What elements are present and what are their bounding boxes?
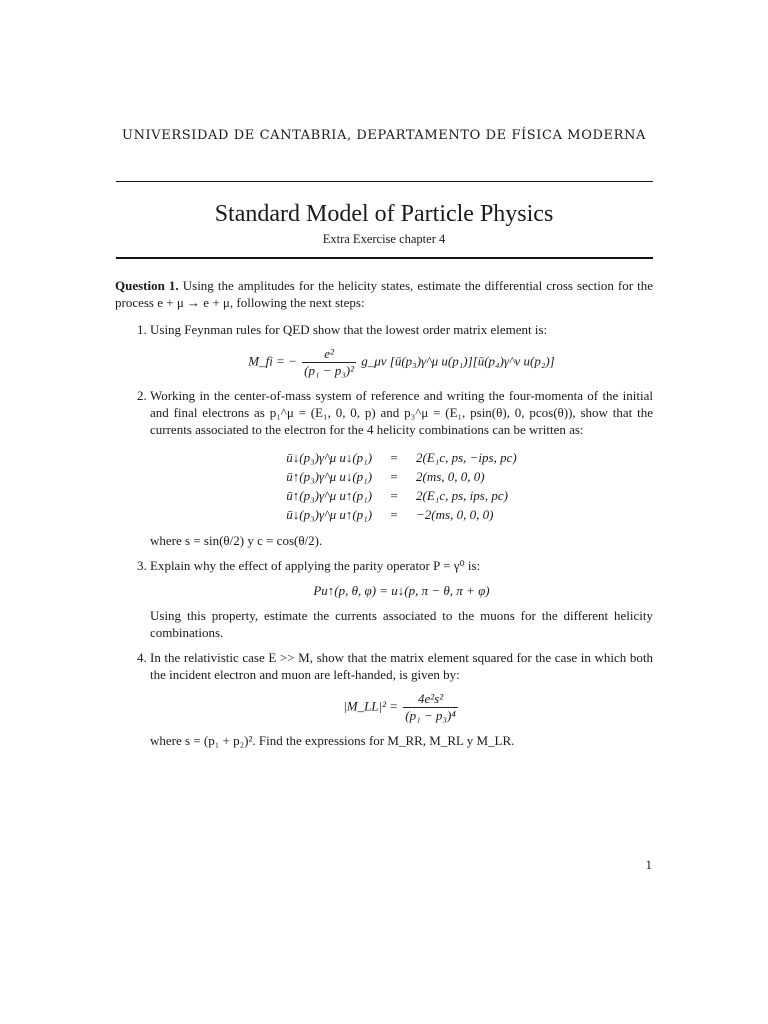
steps-list — [115, 321, 653, 749]
step-1-eq-fraction — [302, 346, 356, 379]
current-lhs: ū↑(p₃)γ^μ u↓(p₁) — [286, 469, 373, 484]
current-row — [280, 448, 522, 467]
current-row — [280, 505, 522, 524]
bottom-rule — [116, 257, 653, 259]
step-1-eq-lhs: M_fi = − — [248, 353, 297, 369]
step-1-equation — [150, 346, 653, 379]
current-rhs: 2(E₁c, ps, ips, pc) — [416, 488, 508, 503]
step-2-after: where s = sin(θ/2) y c = cos(θ/2). — [150, 533, 323, 548]
current-row — [280, 467, 522, 486]
step-4-eq-numerator: 4e²s² — [403, 691, 458, 708]
question-body — [115, 277, 653, 757]
question-intro-paragraph — [115, 277, 653, 311]
current-rhs: 2(E₁c, ps, −ips, pc) — [416, 450, 517, 465]
current-equals: = — [390, 488, 398, 503]
current-equals: = — [390, 507, 398, 522]
step-4-after: where s = (p₁ + p₂)². Find the expressions for M_RR, M_RL y M_LR. — [150, 733, 515, 748]
step-1-eq-rhs: g_μν [ū(p₃)γ^μ u(p₁)][ū(p₄)γ^ν u(p₂)] — [361, 353, 555, 369]
question-label: Question 1. — [115, 278, 179, 293]
step-1-text: Using Feynman rules for QED show that the lowest order matrix element is: — [150, 322, 548, 337]
top-rule — [116, 181, 653, 182]
current-lhs: ū↑(p₃)γ^μ u↑(p₁) — [286, 488, 373, 503]
step-2 — [150, 387, 653, 549]
question-intro: Using the amplitudes for the helicity states, estimate the differential cross section for the process e + μ → e + μ, following the next steps: — [115, 278, 654, 310]
step-3-equation: Pu↑(p, θ, φ) = u↓(p, π − θ, π + φ) — [313, 583, 490, 598]
current-rhs: 2(ms, 0, 0, 0) — [416, 469, 485, 484]
step-4-text: In the relativistic case E >> M, show that the matrix element squared for the case in which both the incident electron and muon are left-handed, is given by: — [150, 650, 653, 682]
step-4 — [150, 649, 653, 749]
current-lhs: ū↓(p₃)γ^μ u↓(p₁) — [286, 450, 373, 465]
page-number: 1 — [645, 857, 652, 872]
step-3-text: Explain why the effect of applying the parity operator P = γ⁰ is: — [150, 558, 481, 573]
page-title: Standard Model of Particle Physics — [214, 201, 554, 227]
step-1-eq-numerator: e² — [302, 346, 356, 363]
step-1 — [150, 321, 653, 379]
step-4-equation — [150, 691, 653, 724]
step-1-eq-denominator: (p₁ − p₃)² — [304, 363, 354, 378]
current-equals: = — [390, 469, 398, 484]
current-lhs: ū↓(p₃)γ^μ u↑(p₁) — [286, 507, 373, 522]
currents-table — [280, 448, 522, 524]
step-3 — [150, 557, 653, 641]
current-rhs: −2(ms, 0, 0, 0) — [416, 507, 494, 522]
step-4-eq-lhs: |M_LL|² = — [343, 698, 399, 714]
step-4-eq-fraction — [403, 691, 458, 724]
step-4-eq-denominator: (p₁ − p₃)⁴ — [405, 708, 456, 723]
step-3-after: Using this property, estimate the currents associated to the muons for the different helicity combinations. — [150, 608, 653, 640]
institution-header: UNIVERSIDAD DE CANTABRIA, DEPARTAMENTO DE FÍSICA MODERNA — [122, 128, 646, 143]
current-row — [280, 486, 522, 505]
step-2-text: Working in the center-of-mass system of reference and writing the four-momenta of the initial and final electrons as p₁^μ = (E₁, 0, 0, p) and p₃^μ = (E₁, psin(θ), 0, pcos(θ)), show that the currents associated to the electron for the 4 helicity combinations can be written as: — [150, 388, 653, 437]
page-subtitle: Extra Exercise chapter 4 — [322, 232, 446, 246]
current-equals: = — [390, 450, 398, 465]
